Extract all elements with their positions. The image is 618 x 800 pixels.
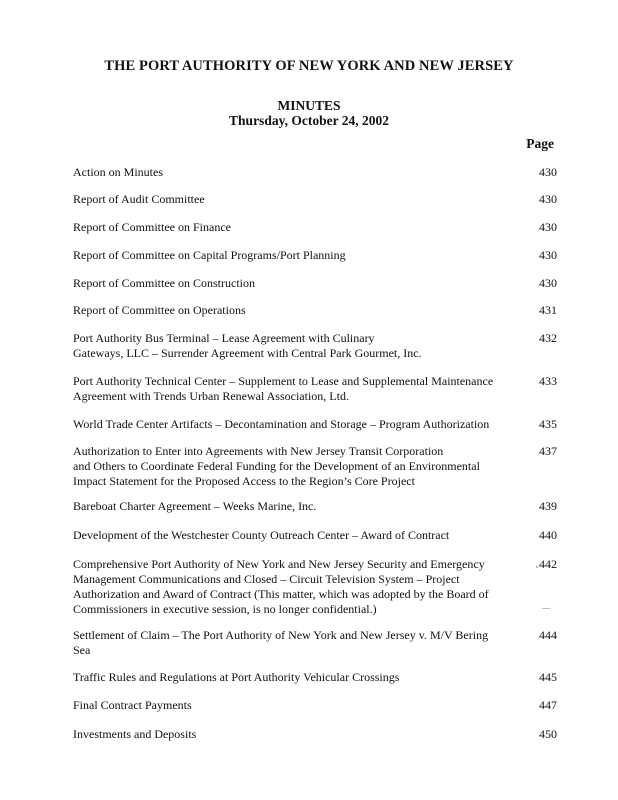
organization-title: THE PORT AUTHORITY OF NEW YORK AND NEW JERSEY: [104, 58, 514, 74]
toc-entry: [73, 303, 557, 318]
toc-entry: [73, 165, 557, 180]
toc-entry: [73, 628, 557, 658]
toc-entry-page: 433: [539, 374, 557, 388]
toc-entry-page: 444: [539, 628, 557, 642]
scan-speck: [536, 566, 538, 568]
toc-entry: [73, 276, 557, 291]
toc-entry-page: 435: [539, 417, 557, 431]
toc-entry-page: 430: [539, 276, 557, 290]
toc-entry-title: World Trade Center Artifacts – Decontamination and Storage – Program Authorization: [73, 417, 490, 431]
toc-entry: [73, 248, 557, 263]
toc-entry-title: Bareboat Charter Agreement – Weeks Marine, Inc.: [73, 499, 317, 513]
toc-entry: [73, 528, 557, 543]
toc-entry-page: 439: [539, 499, 557, 513]
toc-entry-page: 430: [539, 248, 557, 262]
page-column-header: Page: [526, 136, 554, 151]
meeting-date: Thursday, October 24, 2002: [229, 113, 389, 128]
toc-entry-title: Authorization to Enter into Agreements with New Jersey Transit Corporation and Others to Coordinate Federal Funding for the Development of an Environmental Impact Statement for the Proposed Access to the Region’s Core Project: [73, 444, 480, 488]
toc-entry-title: Comprehensive Port Authority of New York and New Jersey Security and Emergency Management Communications and Closed – Circuit Television System – Project Authorization and Award of Contract (This matter, which was adopted by the Board of Commissioners in executive session, is no longer confidential.): [73, 557, 489, 616]
toc-entry-title: Final Contract Payments: [73, 698, 192, 712]
toc-entry-page: 437: [539, 444, 557, 458]
toc-entry: [73, 499, 557, 514]
toc-entry: [73, 444, 557, 489]
toc-entry-title: Action on Minutes: [73, 165, 163, 179]
toc-entry-title: Settlement of Claim – The Port Authority of New York and New Jersey v. M/V Bering Sea: [73, 628, 489, 657]
toc-entry: [73, 557, 557, 617]
toc-entry: [73, 374, 557, 404]
toc-entry-title: Report of Committee on Finance: [73, 220, 231, 234]
toc-entry-page: 450: [539, 727, 557, 741]
toc-entry-page: 430: [539, 192, 557, 206]
toc-entry-title: Traffic Rules and Regulations at Port Authority Vehicular Crossings: [73, 670, 400, 684]
toc-entry-page: 440: [539, 528, 557, 542]
toc-entry-page: 445: [539, 670, 557, 684]
toc-entry-title: Report of Committee on Operations: [73, 303, 246, 317]
toc-entry: [73, 727, 557, 742]
toc-entry: [73, 331, 557, 361]
document-type: MINUTES: [277, 98, 341, 113]
toc-entry-title: Port Authority Bus Terminal – Lease Agreement with Culinary Gateways, LLC – Surrender Agreement with Central Park Gourmet, Inc.: [73, 331, 422, 360]
toc-entry-page: 431: [539, 303, 557, 317]
toc-entry-title: Report of Committee on Construction: [73, 276, 255, 290]
toc-entry-page: 442: [539, 557, 557, 571]
toc-entry-page: 432: [539, 331, 557, 345]
toc-entry: [73, 698, 557, 713]
toc-entry: [73, 670, 557, 685]
toc-entry-title: Report of Committee on Capital Programs/Port Planning: [73, 248, 346, 262]
toc-entry-title: Development of the Westchester County Outreach Center – Award of Contract: [73, 528, 450, 542]
toc-entry-title: Port Authority Technical Center – Supplement to Lease and Supplemental Maintenance Agreement with Trends Urban Renewal Association, Ltd.: [73, 374, 494, 403]
toc-entry: [73, 192, 557, 207]
toc-entry-title: Report of Audit Committee: [73, 192, 205, 206]
toc-entry-page: 430: [539, 165, 557, 179]
scan-speck: [542, 608, 550, 609]
toc-entry-page: 430: [539, 220, 557, 234]
toc-entry-page: 447: [539, 698, 557, 712]
toc-entry-title: Investments and Deposits: [73, 727, 197, 741]
toc-entry: [73, 220, 557, 235]
toc-entry: [73, 417, 557, 432]
